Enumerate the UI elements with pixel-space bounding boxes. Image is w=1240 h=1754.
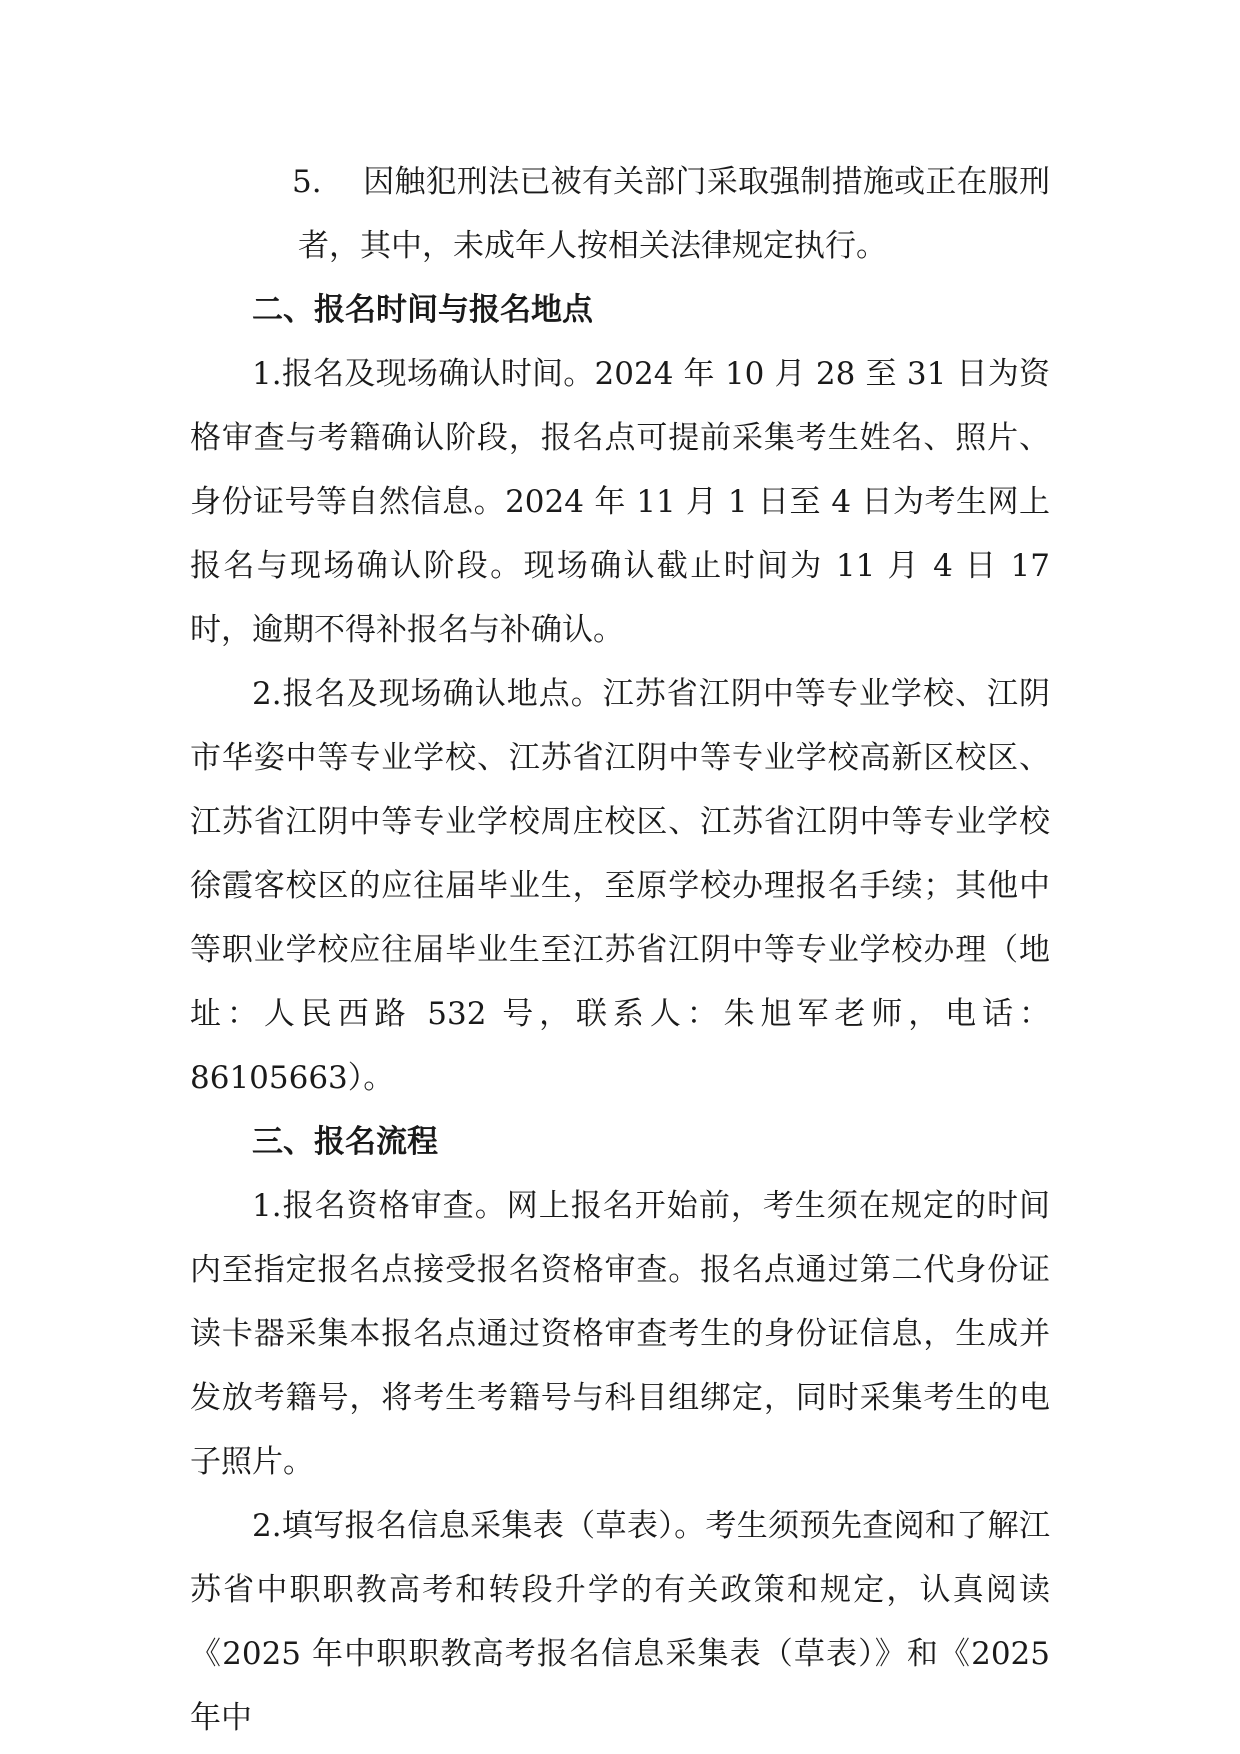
list-item-text: 因触犯刑法已被有关部门采取强制措施或正在服刑者，其中，未成年人按相关法律规定执行。 <box>298 164 1050 264</box>
section-heading-registration-process: 三、报名流程 <box>252 1124 438 1160</box>
document-body <box>190 150 1050 1750</box>
paragraph-qualification-review: 1.报名资格审查。网上报名开始前，考生须在规定的时间内至指定报名点接受报名资格审查。报名点通过第二代身份证读卡器采集本报名点通过资格审查考生的身份证信息，生成并发放考籍号，将考生考籍号与科目组绑定，同时采集考生的电子照片。 <box>190 1188 1050 1480</box>
paragraph-registration-time: 1.报名及现场确认时间。2024 年 10 月 28 至 31 日为资格审查与考籍确认阶段，报名点可提前采集考生姓名、照片、身份证号等自然信息。2024 年 11 月 1 日至 4 日为考生网上报名与现场确认阶段。现场确认截止时间为 11 月 4 日 17 时，逾期不得补报名与补确认。 <box>190 356 1050 648</box>
paragraph-fill-form: 2.填写报名信息采集表（草表）。考生须预先查阅和了解江苏省中职职教高考和转段升学的有关政策和规定，认真阅读《2025 年中职职教高考报名信息采集表（草表）》和《2025 年中 <box>190 1508 1050 1736</box>
list-item-5 <box>190 150 1050 278</box>
paragraph-registration-place: 2.报名及现场确认地点。江苏省江阴中等专业学校、江阴市华姿中等专业学校、江苏省江阴中等专业学校高新区校区、江苏省江阴中等专业学校周庄校区、江苏省江阴中等专业学校徐霞客校区的应往届毕业生，至原学校办理报名手续；其他中等职业学校应往届毕业生至江苏省江阴中等专业学校办理（地址：人民西路 532 号，联系人：朱旭军老师，电话：86105663）。 <box>190 676 1050 1096</box>
section-heading-registration-time-place: 二、报名时间与报名地点 <box>252 292 593 328</box>
list-item-number: 5. <box>292 164 322 200</box>
